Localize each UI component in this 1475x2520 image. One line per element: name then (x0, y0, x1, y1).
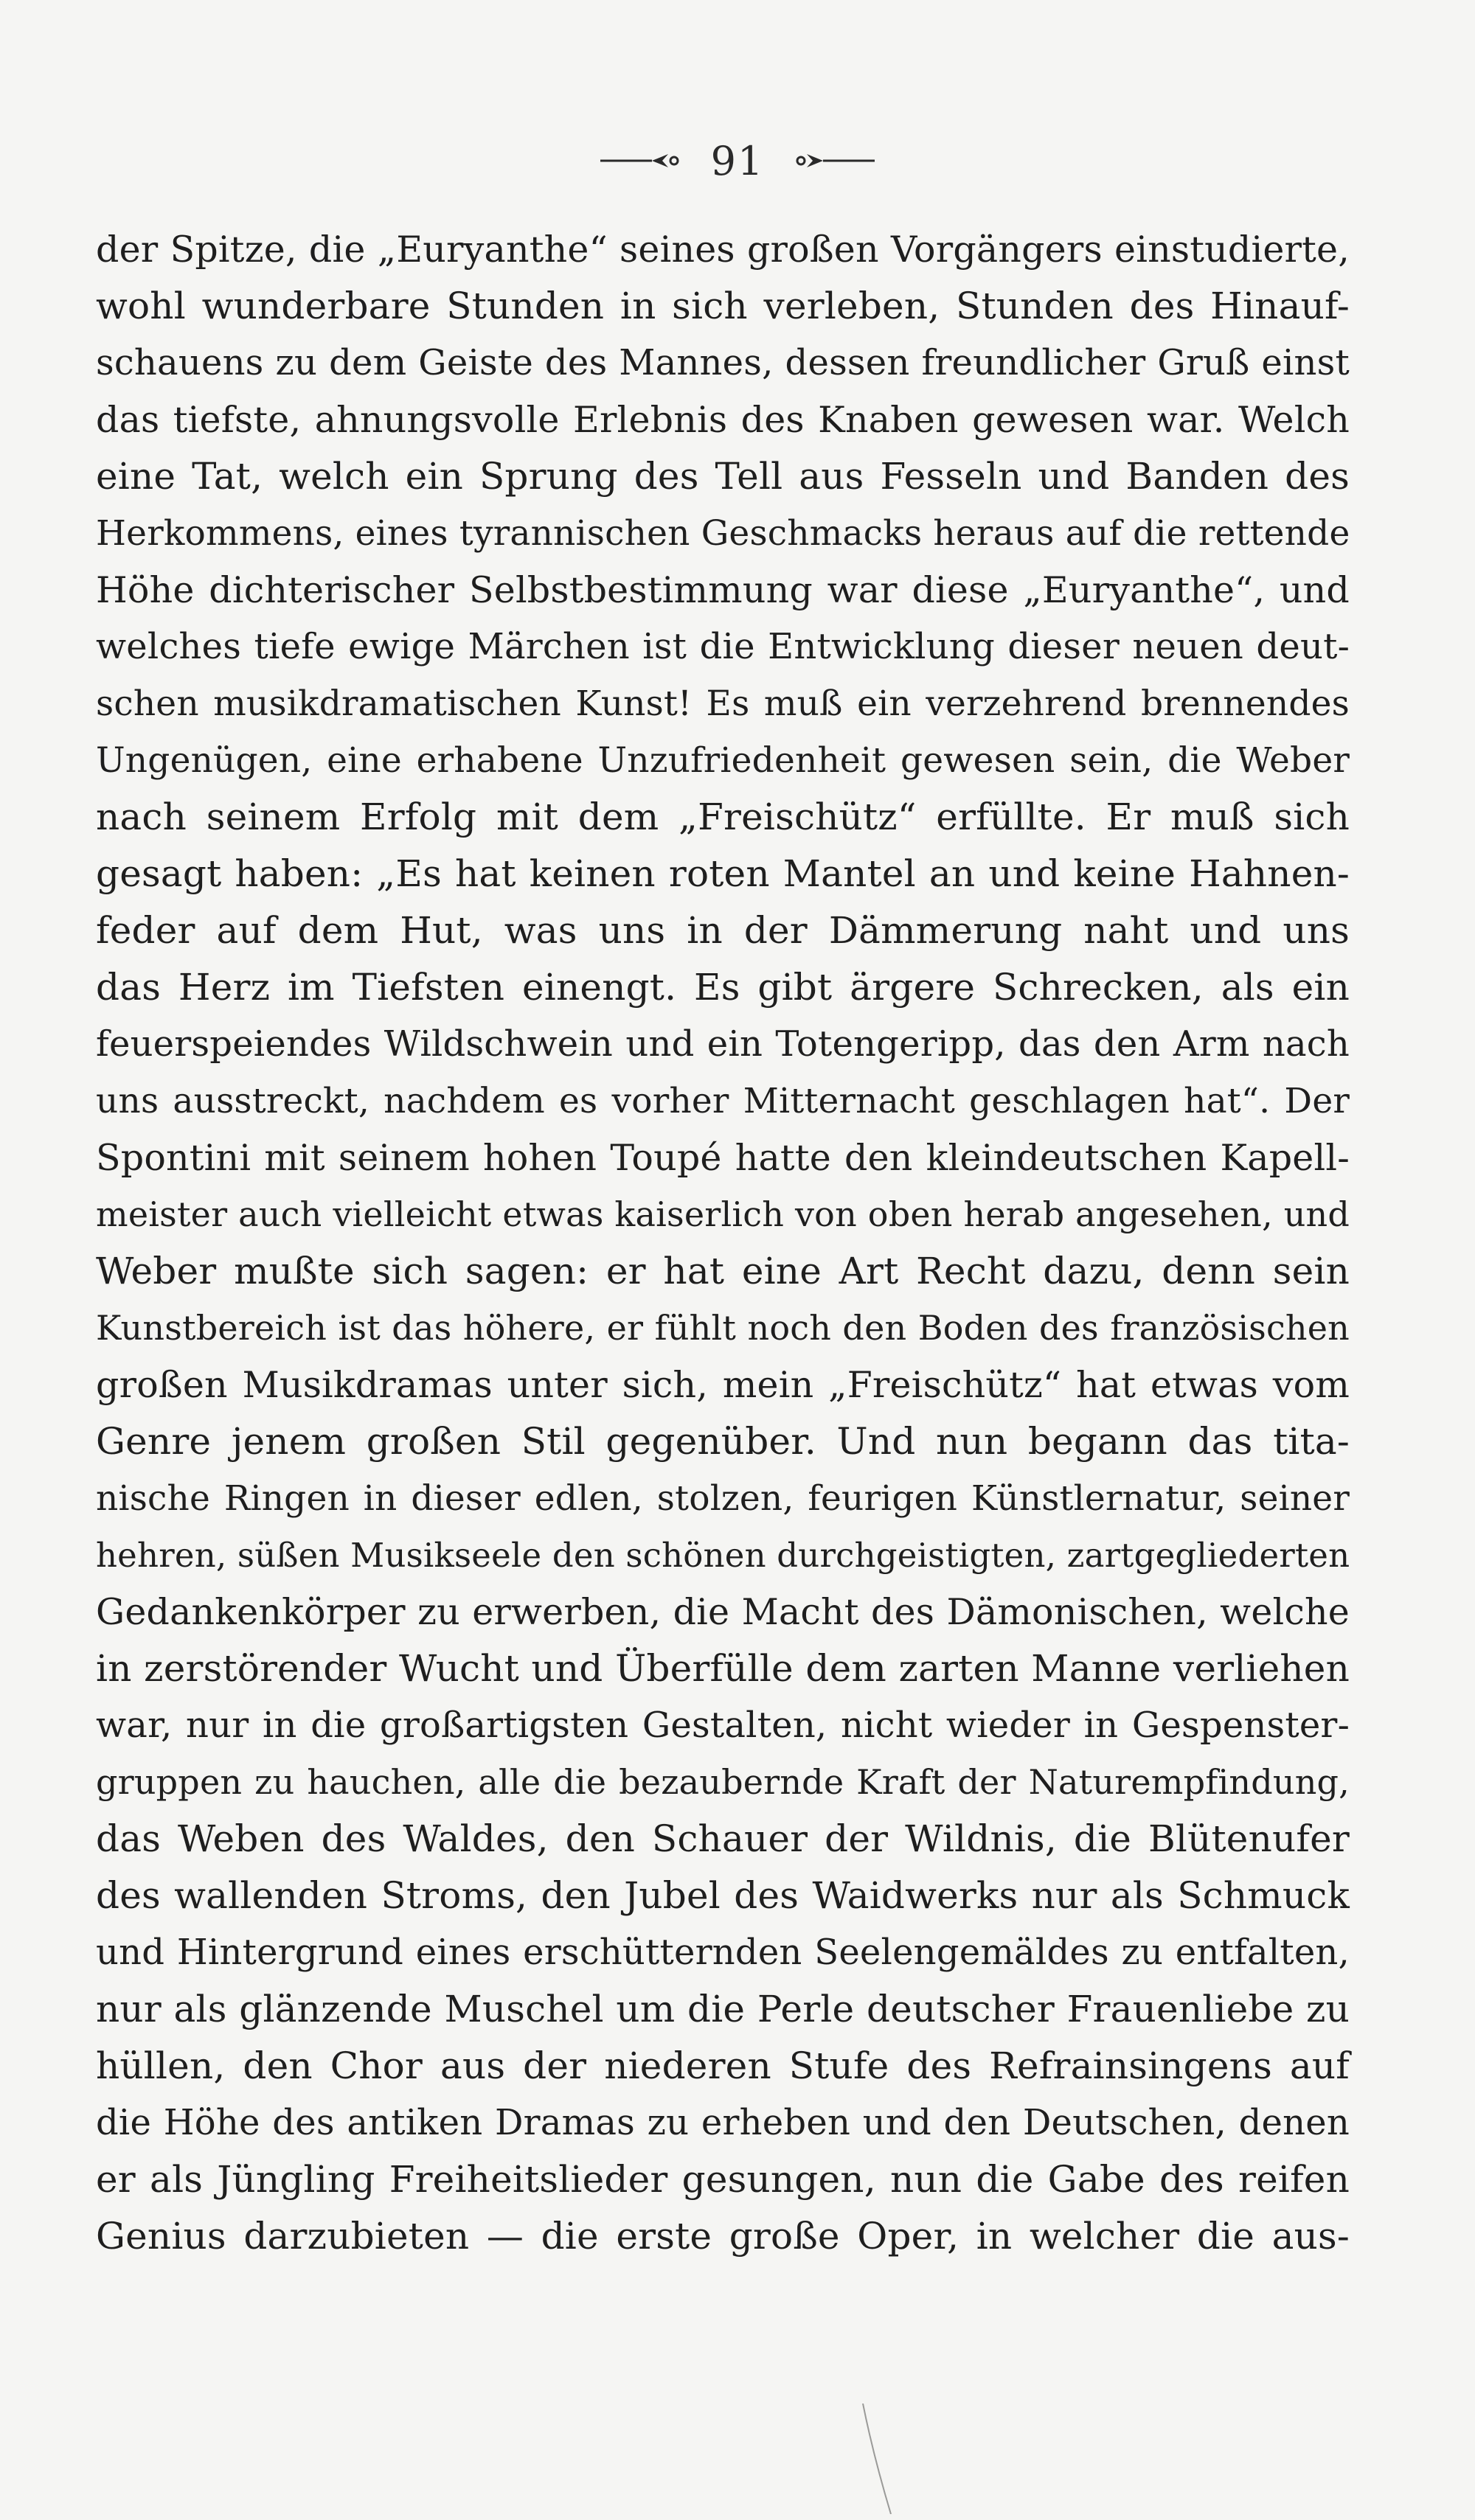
text-line: des wallenden Stroms, den Jubel des Waidwerks nur als Schmuck (96, 1874, 1350, 1917)
text-line: hehren, süßen Musikseele den schönen durchgeistigten, zartgegliederten (96, 1536, 1350, 1575)
body-text (96, 221, 1350, 2265)
text-line: eine Tat, welch ein Sprung des Tell aus Fesseln und Banden des (96, 455, 1350, 498)
text-line: in zerstörender Wucht und Überfülle dem zarten Manne verliehen (96, 1647, 1350, 1690)
text-line: wohl wunderbare Stunden in sich verleben, Stunden des Hinauf- (96, 285, 1350, 327)
text-line: das tiefste, ahnungsvolle Erlebnis des Knaben gewesen war. Welch (96, 399, 1350, 441)
ornament-left-icon (600, 150, 689, 172)
text-line: das Herz im Tiefsten einengt. Es gibt ärgere Schrecken, als ein (96, 966, 1350, 1009)
page-header (0, 131, 1475, 190)
ornament-right-icon (786, 150, 875, 172)
text-line: feder auf dem Hut, was uns in der Dämmerung naht und uns (96, 909, 1350, 952)
text-line: Kunstbereich ist das höhere, er fühlt noch den Boden des französischen (96, 1308, 1350, 1348)
text-line: uns ausstreckt, nachdem es vorher Mitternacht geschlagen hat“. Der (96, 1081, 1350, 1121)
text-line: der Spitze, die „Euryanthe“ seines großen Vorgängers einstudierte, (96, 229, 1350, 271)
text-line: meister auch vielleicht etwas kaiserlich von oben herab angesehen, und (96, 1194, 1350, 1234)
paper-scratch-mark (856, 2404, 900, 2514)
text-line: und Hintergrund eines erschütternden Seelengemäldes zu entfalten, (96, 1932, 1350, 1973)
text-line: Ungenügen, eine erhabene Unzufriedenheit gewesen sein, die Weber (96, 740, 1350, 781)
text-line: welches tiefe ewige Märchen ist die Entwicklung dieser neuen deut- (96, 626, 1350, 667)
text-line: war, nur in die großartigsten Gestalten, nicht wieder in Gespenster- (96, 1705, 1350, 1746)
text-line: nische Ringen in dieser edlen, stolzen, feurigen Künstlernatur, seiner (96, 1478, 1350, 1519)
text-line: er als Jüngling Freiheitslieder gesungen, nun die Gabe des reifen (96, 2158, 1350, 2201)
page-number: 91 (710, 137, 765, 184)
text-line: gruppen zu hauchen, alle die bezaubernde Kraft der Naturempfindung, (96, 1762, 1350, 1802)
text-line: gesagt haben: „Es hat keinen roten Mantel an und keine Hahnen- (96, 852, 1350, 895)
text-line: Genre jenem großen Stil gegenüber. Und nun begann das tita- (96, 1420, 1350, 1463)
text-line: Herkommens, eines tyrannischen Geschmacks heraus auf die rettende (96, 513, 1350, 554)
text-line: Spontini mit seinem hohen Toupé hatte den kleindeutschen Kapell- (96, 1137, 1350, 1179)
text-line: hüllen, den Chor aus der niederen Stufe des Refrainsingens auf (96, 2044, 1350, 2087)
text-line: nur als glänzende Muschel um die Perle deutscher Frauenliebe zu (96, 1988, 1350, 2030)
text-line: nach seinem Erfolg mit dem „Freischütz“ erfüllte. Er muß sich (96, 796, 1350, 838)
text-line: Weber mußte sich sagen: er hat eine Art Recht dazu, denn sein (96, 1250, 1350, 1292)
text-line: schen musikdramatischen Kunst! Es muß ein verzehrend brennendes (96, 683, 1350, 724)
text-line: Genius darzubieten — die erste große Oper, in welcher die aus- (96, 2215, 1350, 2258)
text-line: schauens zu dem Geiste des Mannes, dessen freundlicher Gruß einst (96, 342, 1350, 383)
text-line: feuerspeiendes Wildschwein und ein Totengeripp, das den Arm nach (96, 1023, 1350, 1065)
text-line: großen Musikdramas unter sich, mein „Freischütz“ hat etwas vom (96, 1364, 1350, 1406)
text-line: Gedankenkörper zu erwerben, die Macht des Dämonischen, welche (96, 1591, 1350, 1633)
text-line: die Höhe des antiken Dramas zu erheben und den Deutschen, denen (96, 2102, 1350, 2143)
text-line: Höhe dichterischer Selbstbestimmung war diese „Euryanthe“, und (96, 569, 1350, 611)
text-line: das Weben des Waldes, den Schauer der Wildnis, die Blütenufer (96, 1817, 1350, 1860)
